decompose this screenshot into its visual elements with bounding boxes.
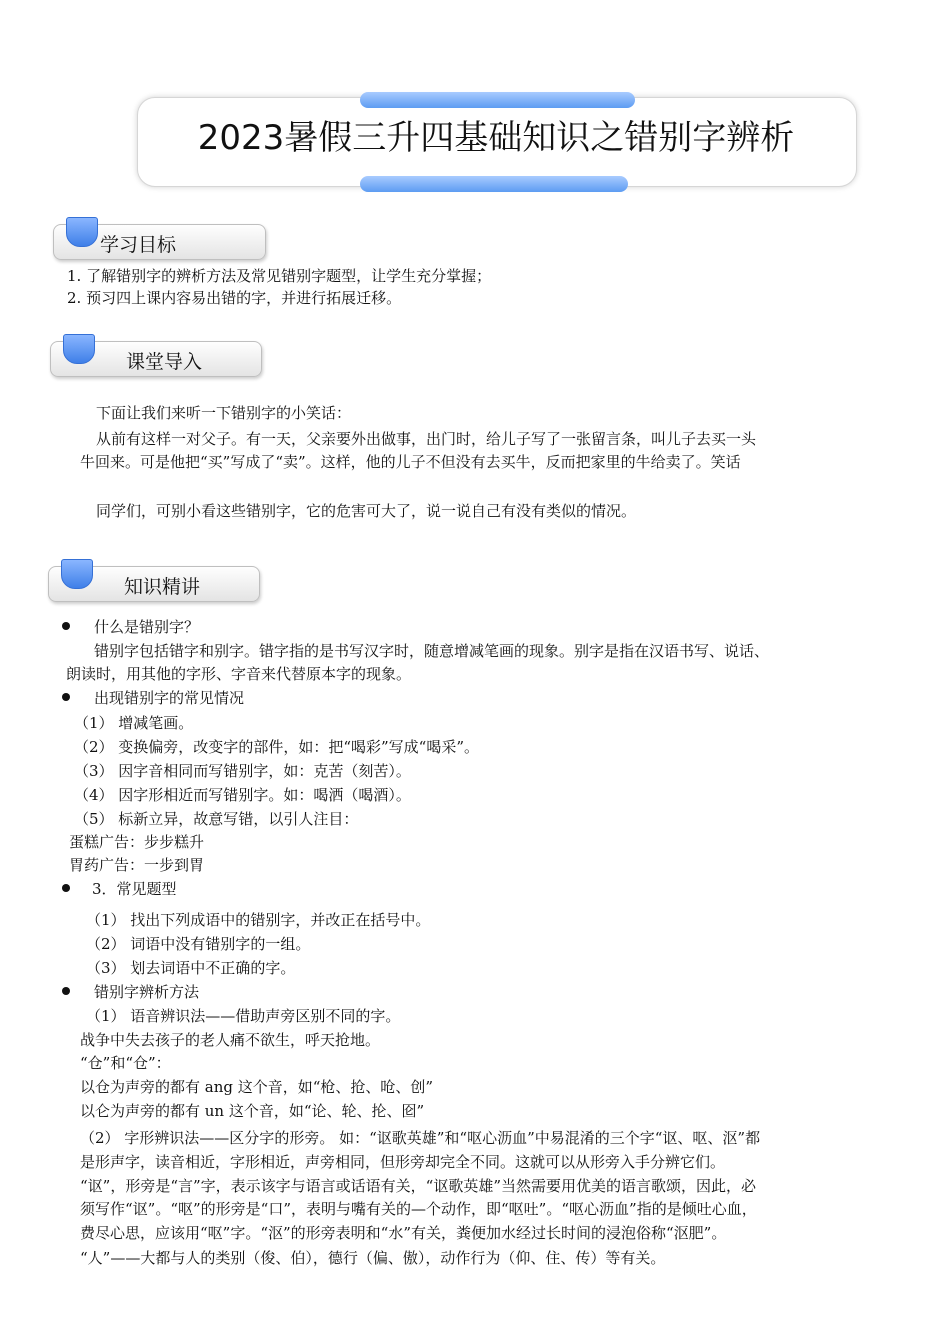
section-tab-goals: [53, 224, 266, 260]
knowledge-line: “人”——大都与人的类别（俊、伯），德行（偏、傲），动作行为（仰、住、传）等有关。: [80, 1249, 666, 1267]
bullet-icon: [62, 693, 70, 701]
knowledge-line: 错别字包括错字和别字。错字指的是书写汉字时，随意增减笔画的现象。别字是指在汉语书写、说话、: [94, 642, 770, 660]
section-tab-intro: [50, 341, 262, 377]
knowledge-line: （2） 字形辨识法——区分字的形旁。 如：“讴歌英雄”和“呕心沥血”中易混淆的三个字“讴、呕、沤”都: [80, 1129, 761, 1147]
tab-bookmark-icon: [66, 217, 98, 247]
knowledge-line: 费尽心思，应该用“呕”字。“沤”的形旁表明和“水”有关，粪便加水经过长时间的浸泡俗称“沤肥”。: [80, 1224, 727, 1242]
knowledge-line: 出现错别字的常见情况: [94, 689, 245, 707]
knowledge-line: 错别字辨析方法: [94, 983, 200, 1001]
knowledge-line: 须写作“讴”。“呕”的形旁是“口”，表明与嘴有关的—个动作，即“呕吐”。“呕心沥血”指的是倾吐心血，: [80, 1200, 757, 1218]
section-heading: 知识精讲: [124, 576, 201, 598]
knowledge-line: 蛋糕广告：步步糕升: [69, 833, 205, 851]
knowledge-line: 胃药广告：一步到胃: [69, 856, 205, 874]
knowledge-line: 什么是错别字？: [94, 618, 200, 636]
knowledge-line: （5） 标新立异，故意写错，以引人注目：: [74, 810, 359, 828]
bullet-icon: [62, 884, 70, 892]
goal-item: 2. 预习四上课内容易出错的字，并进行拓展迁移。: [67, 289, 402, 307]
section-tab-knowledge: [48, 566, 260, 602]
knowledge-line: 战争中失去孩子的老人痛不欲生，呼天抢地。: [80, 1031, 381, 1049]
knowledge-line: （4） 因字形相近而写错别字。如：喝洒（喝酒）。: [74, 786, 411, 804]
knowledge-line: （2） 变换偏旁，改变字的部件，如：把“喝彩”写成“喝采”。: [74, 738, 479, 756]
knowledge-line: 以仑为声旁的都有 un 这个音，如“论、轮、抡、囵”: [80, 1102, 425, 1120]
intro-paragraph: 从前有这样一对父子。有一天，父亲要外出做事，出门时，给儿子写了一张留言条，叫儿子去买一头: [96, 430, 757, 448]
tab-bookmark-icon: [61, 559, 93, 589]
intro-paragraph: 牛回来。可是他把“买”写成了“卖”。这样，他的儿子不但没有去买牛，反而把家里的牛给卖了。笑话: [80, 453, 741, 471]
knowledge-line: （3） 因字音相同而写错别字，如：克苦（刻苦）。: [74, 762, 411, 780]
knowledge-line: （3） 划去词语中不正确的字。: [86, 959, 296, 977]
title-decoration-bottom: [360, 176, 628, 192]
section-heading: 学习目标: [100, 234, 177, 256]
knowledge-line: 是形声字，读音相近，字形相近，声旁相同，但形旁却完全不同。这就可以从形旁入手分辨它们。: [80, 1153, 726, 1171]
knowledge-line: （1） 找出下列成语中的错别字，并改正在括号中。: [86, 911, 431, 929]
knowledge-line: （2） 词语中没有错别字的一组。: [86, 935, 311, 953]
knowledge-line: 以仓为声旁的都有 ang 这个音，如“枪、抢、呛、创”: [80, 1078, 434, 1096]
goal-item: 1. 了解错别字的辨析方法及常见错别字题型，让学生充分掌握；: [67, 267, 492, 285]
bullet-icon: [62, 987, 70, 995]
intro-paragraph: 同学们，可别小看这些错别字，它的危害可大了，说一说自己有没有类似的情况。: [96, 502, 637, 520]
title-decoration-top: [360, 92, 635, 108]
knowledge-line: 3．常见题型: [92, 880, 177, 898]
page-title: 2023暑假三升四基础知识之错别字辨析: [197, 118, 795, 158]
knowledge-line: “讴”，形旁是“言”字，表示该字与语言或话语有关，“讴歌英雄”当然需要用优美的语言歌颂，因此，必: [80, 1177, 757, 1195]
bullet-icon: [62, 622, 70, 630]
knowledge-line: 朗读时，用其他的字形、字音来代替原本字的现象。: [66, 665, 412, 683]
knowledge-line: （1） 增减笔画。: [74, 714, 194, 732]
intro-paragraph: 下面让我们来听一下错别字的小笑话：: [96, 404, 352, 422]
section-heading: 课堂导入: [126, 351, 203, 373]
tab-bookmark-icon: [63, 334, 95, 364]
knowledge-line: “仓”和“仓”：: [80, 1054, 171, 1072]
knowledge-line: （1） 语音辨识法——借助声旁区别不同的字。: [86, 1007, 401, 1025]
